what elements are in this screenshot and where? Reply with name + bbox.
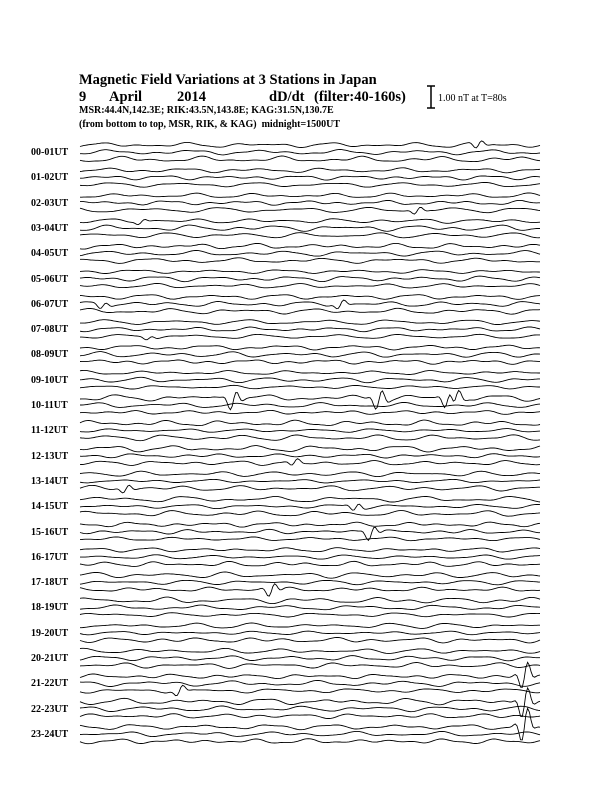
trace-msr-hour-14: [80, 511, 540, 517]
stations-line: MSR:44.4N,142.3E; RIK:43.5N,143.8E; KAG:31.5N,130.7E: [79, 105, 334, 116]
trace-kag-hour-1: [80, 168, 540, 173]
trace-msr-hour-9: [80, 385, 540, 389]
trace-msr-hour-5: [80, 284, 540, 288]
trace-rik-hour-6: [80, 300, 540, 309]
trace-rik-hour-2: [80, 200, 540, 205]
trace-rik-hour-22: [80, 706, 540, 712]
trace-kag-hour-2: [80, 193, 540, 197]
trace-msr-hour-12: [80, 459, 540, 466]
trace-kag-hour-12: [80, 446, 540, 452]
hour-label-18: 18-19UT: [31, 602, 69, 614]
trace-kag-hour-5: [80, 270, 540, 274]
trace-msr-hour-2: [80, 207, 540, 214]
trace-rik-hour-11: [80, 429, 540, 433]
trace-rik-hour-23: [80, 731, 540, 736]
trace-rik-hour-0: [80, 150, 540, 155]
trace-msr-hour-6: [80, 308, 540, 314]
trace-kag-hour-19: [80, 623, 540, 628]
trace-rik-hour-16: [80, 555, 540, 559]
trace-kag-hour-20: [80, 648, 540, 653]
trace-rik-hour-7: [80, 327, 540, 332]
midnight-note: midnight=1500UT: [261, 119, 341, 130]
trace-kag-hour-16: [80, 548, 540, 552]
trace-rik-hour-20: [80, 656, 540, 661]
hour-label-4: 04-05UT: [31, 248, 69, 260]
trace-kag-hour-14: [80, 496, 540, 502]
date-day: 9: [79, 89, 87, 105]
trace-rik-hour-8: [80, 352, 540, 358]
trace-msr-hour-1: [80, 182, 540, 187]
trace-kag-hour-6: [80, 295, 540, 300]
trace-msr-hour-15: [80, 537, 540, 541]
hour-label-0: 00-01UT: [31, 147, 69, 158]
hour-label-14: 14-15UT: [31, 501, 69, 513]
quantity-label: dD/dt: [269, 89, 305, 105]
hour-label-12: 12-13UT: [31, 450, 69, 462]
hour-label-6: 06-07UT: [31, 298, 69, 310]
trace-msr-hour-8: [80, 360, 540, 364]
hour-label-15: 15-16UT: [31, 526, 69, 538]
trace-kag-hour-13: [80, 471, 540, 476]
trace-rik-hour-21: [80, 680, 540, 686]
trace-rik-hour-13: [80, 479, 540, 483]
trace-msr-hour-20: [80, 663, 540, 669]
trace-kag-hour-15: [80, 522, 540, 527]
trace-rik-hour-10: [80, 402, 540, 407]
trace-rik-hour-19: [80, 631, 540, 635]
trace-msr-hour-11: [80, 435, 540, 441]
trace-rik-hour-9: [80, 377, 540, 382]
hour-label-9: 09-10UT: [31, 374, 69, 386]
filter-label: (filter:40-160s): [314, 89, 406, 105]
trace-rik-hour-12: [80, 454, 540, 458]
trace-msr-hour-16: [80, 561, 540, 566]
trace-rik-hour-14: [80, 504, 540, 510]
trace-msr-hour-19: [80, 638, 540, 643]
chart-title: Magnetic Field Variations at 3 Stations in Japan: [79, 72, 377, 88]
trace-msr-hour-4: [80, 258, 540, 264]
trace-msr-hour-17: [80, 584, 540, 596]
trace-msr-hour-7: [80, 334, 540, 339]
hour-label-5: 05-06UT: [31, 273, 69, 285]
trace-kag-hour-0: [80, 141, 540, 148]
trace-kag-hour-22: [80, 688, 540, 717]
hour-label-16: 16-17UT: [31, 551, 69, 563]
trace-kag-hour-9: [80, 370, 540, 374]
scale-label: 1.00 nT at T=80s: [438, 93, 507, 104]
trace-kag-hour-4: [80, 243, 540, 249]
hour-label-17: 17-18UT: [31, 577, 69, 589]
trace-msr-hour-18: [80, 613, 540, 617]
hour-label-21: 21-22UT: [31, 678, 69, 690]
trace-msr-hour-22: [80, 714, 540, 719]
station-order-note: (from bottom to top, MSR, RIK, & KAG): [79, 119, 257, 130]
trace-rik-hour-18: [80, 605, 540, 610]
trace-kag-hour-18: [80, 597, 540, 604]
trace-rik-hour-3: [80, 225, 540, 231]
trace-rik-hour-1: [80, 176, 540, 180]
trace-rik-hour-5: [80, 276, 540, 282]
hour-label-11: 11-12UT: [31, 425, 68, 437]
trace-kag-hour-3: [80, 219, 540, 225]
trace-msr-hour-3: [80, 233, 540, 238]
hour-label-10: 10-11UT: [31, 400, 68, 411]
trace-kag-hour-8: [80, 345, 540, 350]
hour-label-2: 02-03UT: [31, 197, 69, 209]
date-month: April: [109, 89, 143, 105]
hour-label-20: 20-21UT: [31, 653, 69, 664]
hour-label-1: 01-02UT: [31, 172, 69, 184]
trace-kag-hour-17: [80, 572, 540, 578]
trace-msr-hour-10: [80, 410, 540, 414]
hour-label-8: 08-09UT: [31, 349, 69, 361]
trace-kag-hour-11: [80, 420, 540, 426]
hour-label-22: 22-23UT: [31, 703, 69, 715]
trace-kag-hour-7: [80, 320, 540, 325]
trace-msr-hour-23: [80, 739, 540, 744]
trace-msr-hour-13: [80, 485, 540, 493]
date-year: 2014: [177, 89, 206, 105]
hour-label-3: 03-04UT: [31, 222, 69, 234]
trace-rik-hour-17: [80, 580, 540, 584]
hour-label-23: 23-24UT: [31, 728, 69, 740]
trace-kag-hour-10: [80, 391, 540, 410]
hour-label-13: 13-14UT: [31, 475, 69, 487]
hour-label-19: 19-20UT: [31, 627, 69, 639]
trace-msr-hour-0: [80, 156, 540, 162]
trace-rik-hour-4: [80, 250, 540, 256]
trace-msr-hour-21: [80, 685, 540, 695]
hour-label-7: 07-08UT: [31, 324, 69, 336]
